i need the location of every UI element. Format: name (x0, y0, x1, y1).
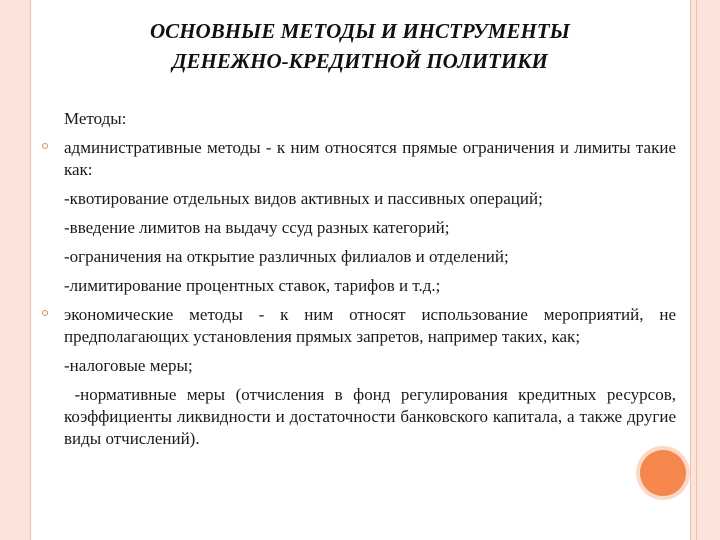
bullet-admin-methods (64, 137, 676, 181)
slide-body (40, 108, 681, 457)
slide-title (60, 16, 660, 76)
decorative-circle-icon (640, 450, 686, 496)
admin-methods-text: административные методы - к ним относятся прямые ограничения и лимиты такие как: (64, 138, 676, 179)
admin-item: -ограничения на открытие различных филиалов и отделений; (64, 247, 509, 266)
bullet-circle-icon (42, 310, 48, 316)
bullet-econ-methods (64, 304, 676, 348)
econ-item: -налоговые меры; (64, 356, 193, 375)
title-line-2: ДЕНЕЖНО-КРЕДИТНОЙ ПОЛИТИКИ (172, 49, 548, 73)
left-frame-line (30, 0, 31, 540)
methods-label: Методы: (64, 109, 127, 128)
bullet-circle-icon (42, 143, 48, 149)
econ-item: -нормативные меры (отчисления в фонд регулирования кредитных ресурсов, коэффициенты ликвидности и достаточности банковского капитала, а также другие виды отчислений). (64, 385, 681, 448)
admin-item: -квотирование отдельных видов активных и пассивных операций; (64, 189, 543, 208)
admin-item: -лимитирование процентных ставок, тарифов и т.д.; (64, 276, 441, 295)
right-frame-inner-line (696, 0, 697, 540)
econ-methods-text: экономические методы - к ним относят использование мероприятий, не предполагающих установления прямых запретов, например таких, как; (64, 305, 676, 346)
admin-item: -введение лимитов на выдачу ссуд разных категорий; (64, 218, 450, 237)
left-frame-band (0, 0, 30, 540)
title-line-1: ОСНОВНЫЕ МЕТОДЫ И ИНСТРУМЕНТЫ (150, 19, 570, 43)
